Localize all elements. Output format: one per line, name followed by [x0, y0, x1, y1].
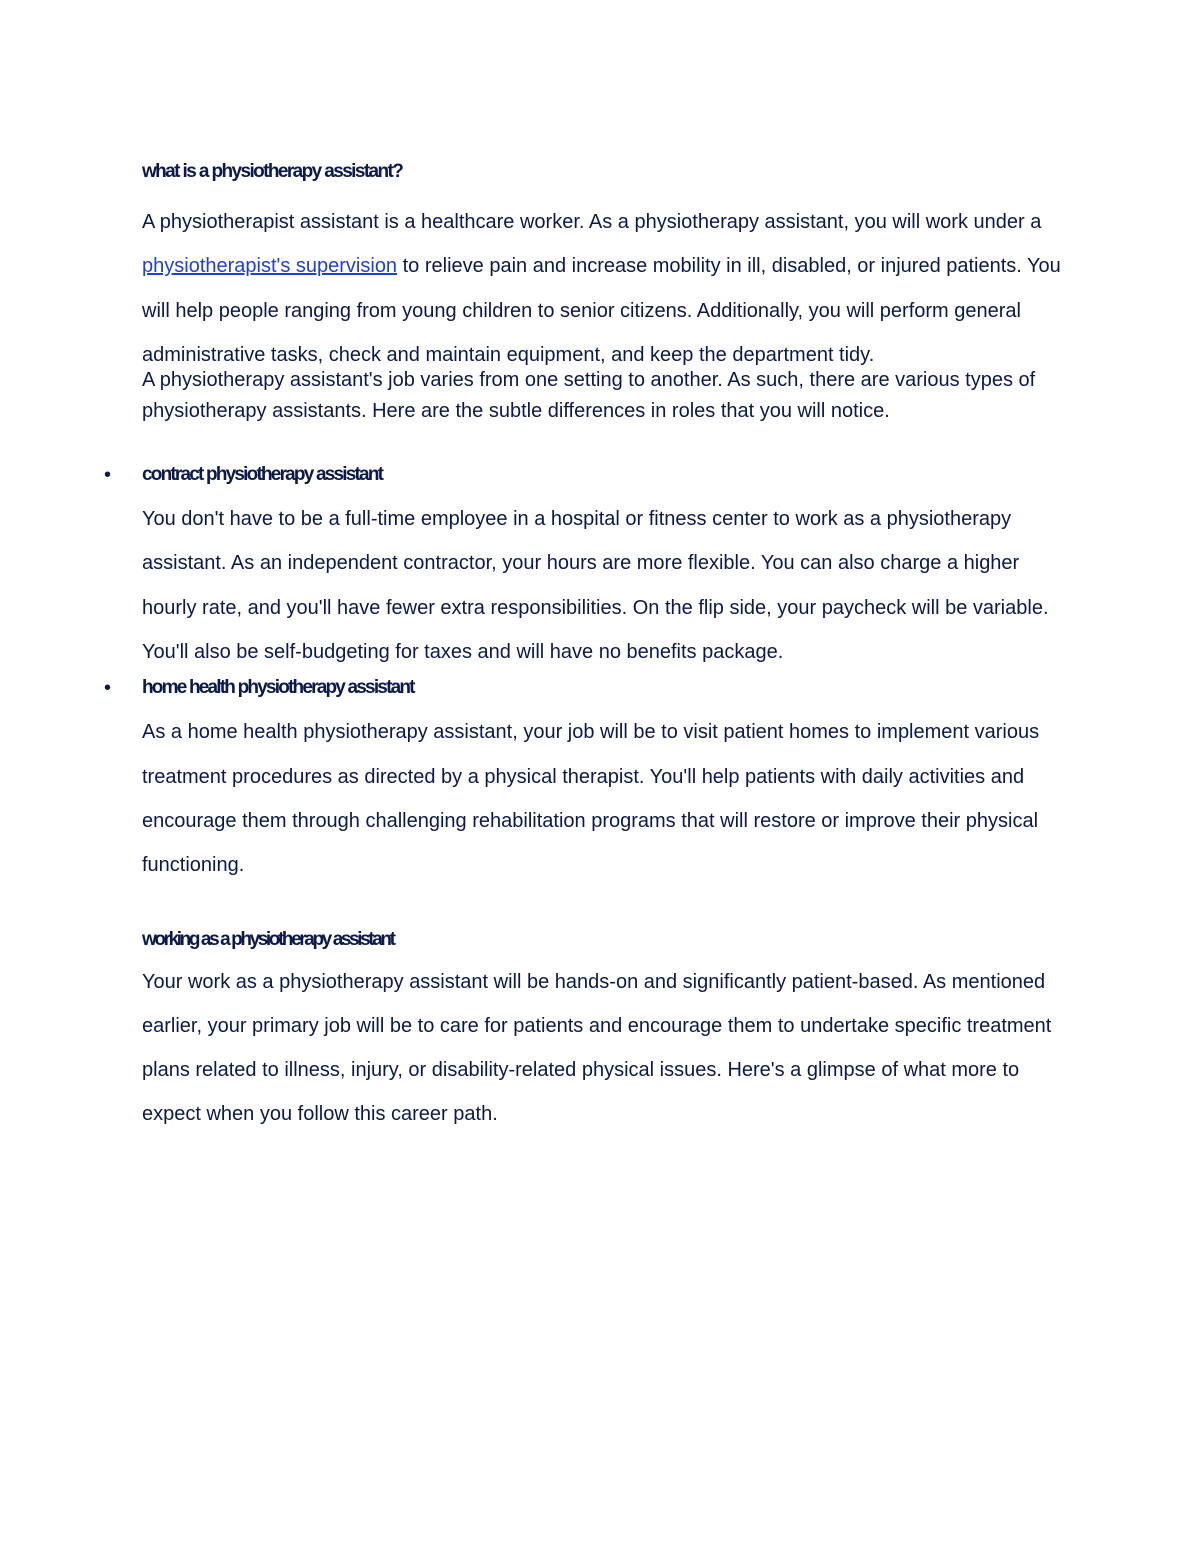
bullet-marker: •: [104, 464, 112, 487]
intro-paragraph: [142, 200, 1072, 377]
home-health-paragraph: As a home health physiotherapy assistant, your job will be to visit patient homes to implement various treatment procedures as directed by a physical therapist. You'll help patients with daily activities and encourage them through challenging rehabilitation programs that will restore or improve their physical functioning.: [142, 721, 1040, 877]
intro-text-after-link: to relieve pain and increase mobility in ill, disabled, or injured patients. You will help people ranging from young children to senior citizens. Additionally, you will perform general administrative tasks, check and maintain equipment, and keep the department tidy.: [142, 255, 1061, 366]
supervision-link[interactable]: physiotherapist's supervision: [142, 255, 398, 278]
list-item-contract: [104, 461, 1072, 489]
document-body: [104, 158, 1072, 1137]
working-paragraph: Your work as a physiotherapy assistant will be hands-on and significantly patient-based. As mentioned earlier, your primary job will be to care for patients and encourage them to undertake specific treatment plans related to illness, injury, or disability-related physical issues. Here's a glimpse of what more to expect when you follow this career path.: [142, 970, 1052, 1126]
contract-heading: contract physiotherapy assistant: [142, 464, 383, 486]
bullet-marker: •: [104, 677, 112, 700]
section-heading-what-is: what is a physiotherapy assistant?: [142, 161, 403, 182]
intro-text-before-link: A physiotherapist assistant is a healthcare worker. As a physiotherapy assistant, you will work under a: [142, 211, 1042, 233]
section-heading-working-as: working as a physiotherapy assistant: [142, 928, 394, 950]
types-paragraph: A physiotherapy assistant's job varies from one setting to another. As such, there are various types of physiotherapy assistants. Here are the subtle differences in roles that you will notice.: [142, 369, 1036, 423]
list-item-home-health: [104, 674, 1072, 702]
home-health-heading: home health physiotherapy assistant: [142, 677, 414, 699]
contract-paragraph: You don't have to be a full-time employee in a hospital or fitness center to work as a physiotherapy assistant. As an independent contractor, your hours are more flexible. You can also charge a higher hourly rate, and you'll have fewer extra responsibilities. On the flip side, your paycheck will be variable. You'll also be self-budgeting for taxes and will have no benefits package.: [142, 508, 1049, 664]
